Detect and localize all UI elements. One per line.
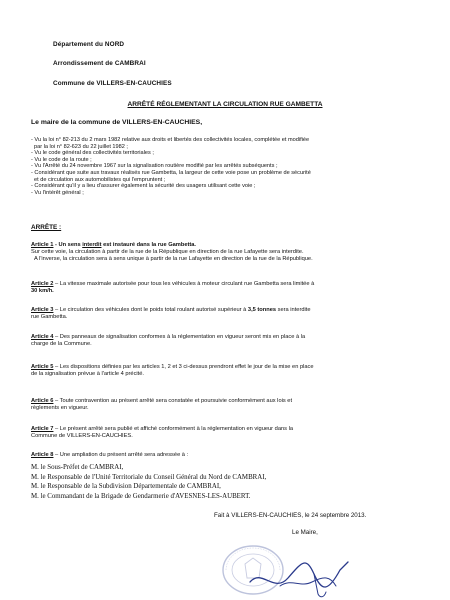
- article-text: – Les dispositions définies par les articles 1, 2 et 3 ci-dessus prendront effet le jour de la mise en place: [53, 364, 314, 370]
- article-2: [31, 281, 423, 295]
- article-text: de la signalisation prévue à l'article 4 précité.: [31, 371, 145, 378]
- recipient-line: M. le Commandant de la Brigade de Gendarmerie d'AVESNES-LES-AUBERT.: [31, 492, 251, 500]
- article-text: charge de la Commune.: [31, 341, 92, 348]
- consideration-line: - Vu l'intérêt général ;: [31, 189, 84, 196]
- recipient-line: M. le Responsable de l'Unité Territoriale du Conseil Général du Nord de CAMBRAI,: [31, 473, 267, 481]
- article-text: A l'inverse, la circulation sera à sens unique à partir de la rue Lafayette en direction de la rue de la République.: [34, 256, 313, 263]
- consideration-line: - Vu la loi n° 82-213 du 2 mars 1982 relative aux droits et libertés des collectivités locales, complétée et modifiée: [31, 137, 310, 143]
- article-text: – Toute contravention au présent arrêté sera constatée et poursuivie conformément aux lois et: [53, 398, 293, 404]
- article-text: est instauré dans la rue Gambetta.: [101, 242, 197, 248]
- article-label: Article 5: [31, 364, 54, 370]
- article-text: Sur cette voie, la circulation à partir de la rue de la République en direction de la rue Lafayette sera interdite.: [31, 249, 304, 256]
- article-label: Article 8: [31, 452, 54, 458]
- article-5: [31, 364, 423, 378]
- article-label: Article 4: [31, 334, 54, 340]
- document-title: ARRÊTÉ RÉGLEMENTANT LA CIRCULATION RUE GAMBETTA: [127, 101, 323, 108]
- consideration-line: - Vu le code de la route ;: [31, 156, 92, 163]
- article-text: – Des panneaux de signalisation conformes à la réglementation en vigueur seront mis en place à la: [53, 334, 306, 340]
- article-label: Article 1: [31, 242, 54, 248]
- department-label: Département du NORD: [53, 41, 125, 48]
- article-label: Article 6: [31, 398, 54, 404]
- article-4: [31, 334, 423, 348]
- article-text: – La vitesse maximale autorisée pour tous les véhicules à moteur circulant rue Gambetta sera limitée à: [53, 281, 315, 287]
- article-1: [31, 242, 423, 264]
- place-and-date: Fait à VILLERS-EN-CAUCHIES, le 24 septembre 2013.: [214, 512, 367, 519]
- article-text: - Un sens: [53, 242, 83, 248]
- consideration-line: et de circulation aux automobilistes qui l'empruntent ;: [34, 176, 166, 183]
- recipients-list: [31, 463, 266, 501]
- consideration-line: - Considérant qu'il y a lieu d'assurer également la sécurité des usagers utilisant cette voie ;: [31, 183, 256, 190]
- consideration-line: - Vu le code général des collectivités territoriales ;: [31, 150, 154, 157]
- article-7: [31, 426, 423, 440]
- arrondissement-label: Arrondissement de CAMBRAI: [53, 60, 146, 67]
- article-text: – Le circulation des véhicules dont le poids total roulant autorisé supérieur à: [53, 307, 248, 313]
- article-emphasis: 30 km/h.: [31, 288, 54, 295]
- article-label: Article 7: [31, 426, 54, 432]
- consideration-line: - Considérant que suite aux travaux réalisés rue Gambetta, la largeur de cette voie pose un problème de sécurité: [31, 169, 311, 176]
- commune-label: Commune de VILLERS-EN-CAUCHIES: [53, 80, 172, 87]
- mayor-signature: [244, 548, 354, 600]
- article-label: Article 2: [31, 281, 54, 287]
- article-3: [31, 307, 423, 321]
- article-text: rue Gambetta.: [31, 314, 68, 321]
- signatory-label: Le Maire,: [292, 529, 318, 536]
- mayor-intro: Le maire de la commune de VILLERS-EN-CAUCHIES,: [31, 119, 203, 126]
- article-text: sera interdite: [276, 307, 311, 313]
- recipient-line: M. le Responsable de la Subdivision Départementale de CAMBRAI,: [31, 483, 221, 491]
- article-label: Article 3: [31, 307, 54, 313]
- arrete-heading: ARRÊTE :: [31, 224, 62, 231]
- consideration-line: par la loi n° 82-623 du 22 juillet 1982 ;: [34, 143, 128, 150]
- recipient-line: M. le Sous-Préfet de CAMBRAI,: [31, 464, 124, 471]
- article-text: – Le présent arrêté sera publié et affiché conformément à la réglementation en vigueur dans la: [53, 426, 293, 432]
- article-8: [31, 452, 423, 459]
- considerations-block: [31, 137, 416, 196]
- article-text: règlements en vigueur.: [31, 405, 89, 412]
- article-emphasis: 3,5 tonnes: [247, 307, 277, 313]
- article-text: Commune de VILLERS-EN-CAUCHIES.: [31, 433, 133, 440]
- article-6: [31, 398, 423, 412]
- article-emphasis: interdit: [82, 242, 102, 248]
- consideration-line: - Vu l'Arrêté du 24 novembre 1967 sur la signalisation routière modifié par les arrêtés subséquents ;: [31, 163, 278, 170]
- article-text: – Une ampliation du présent arrêté sera adressée à :: [53, 452, 189, 458]
